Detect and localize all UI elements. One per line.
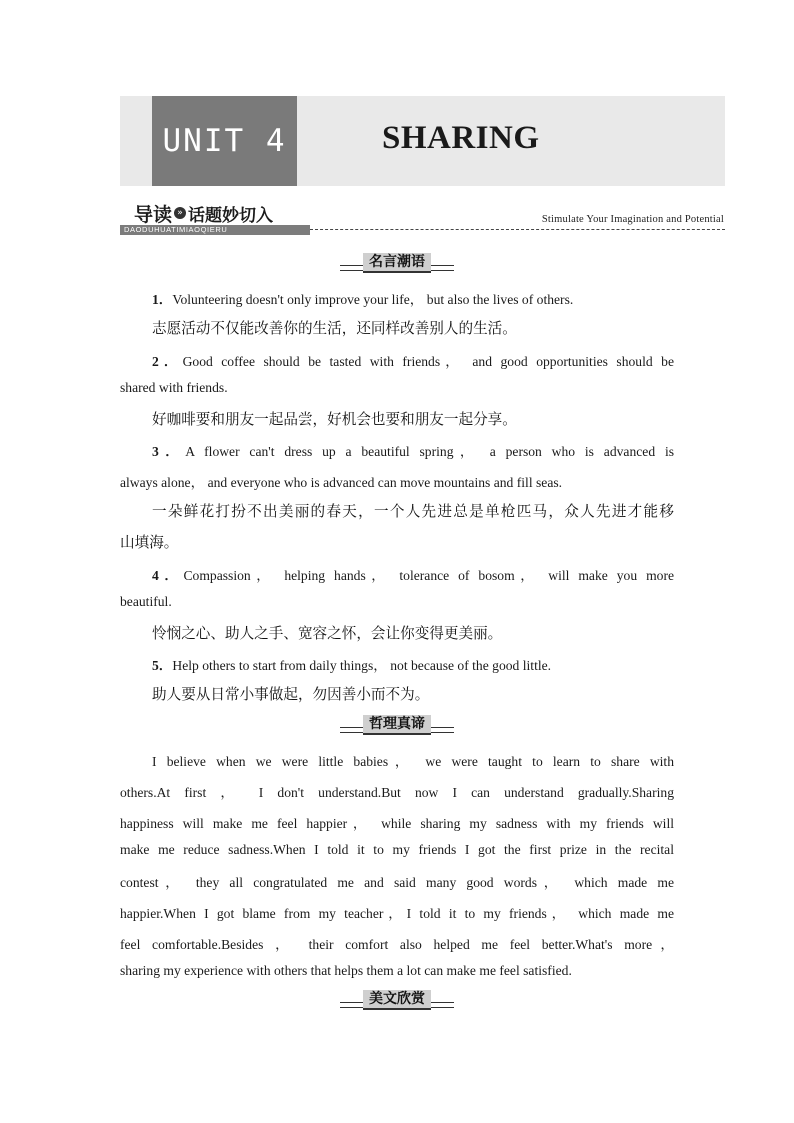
passage-line: feel comfortable.Besides ， their comfort also helped me feel better.What's more， <box>120 937 674 952</box>
quote-4-en: 4．Compassion， helping hands， tolerance of bosom， will make you more <box>152 568 674 583</box>
passage-line: happier.When I got blame from my teacher，I told it to my friends， which made me <box>120 906 674 921</box>
quote-3-en-cont: always alone， and everyone who is advanced can move mountains and fill seas. <box>120 475 563 490</box>
passage-line: sharing my experience with others that helps them a lot can make me feel satisfied. <box>120 963 572 978</box>
passage-line: contest， they all congratulated me and said many good words， which made me <box>120 875 674 890</box>
quotes-heading-label: 名言潮语 <box>363 253 431 273</box>
quote-3-cn-cont: 山填海。 <box>120 534 179 551</box>
appreciation-heading <box>340 990 454 1010</box>
arrow-icon: » <box>174 207 186 219</box>
quote-2-cn: 好咖啡要和朋友一起品尝，好机会也要和朋友一起分享。 <box>152 411 517 428</box>
appreciation-heading-label: 美文欣赏 <box>363 990 431 1010</box>
section-ribbon <box>120 200 310 234</box>
passage-line: make me reduce sadness.When I told it to my friends I got the first prize in the recital <box>120 842 674 857</box>
quote-4-cn: 怜悯之心、助人之手、宽容之怀，会让你变得更美丽。 <box>152 625 503 642</box>
ribbon-title-b: 话题妙切入 <box>188 205 274 226</box>
quote-5-cn: 助人要从日常小事做起，勿因善小而不为。 <box>152 686 430 703</box>
quote-3-cn: 一朵鲜花打扮不出美丽的春天，一个人先进总是单枪匹马，众人先进才能移 <box>152 503 674 520</box>
unit-label-box <box>152 96 297 186</box>
philosophy-heading-label: 哲理真谛 <box>363 715 431 735</box>
quote-4-en-cont: beautiful. <box>120 594 172 609</box>
quotes-heading <box>340 253 454 273</box>
ribbon-pinyin: DAODUHUATIMIAOQIERU <box>120 225 310 235</box>
passage-line: I believe when we were little babies， we were taught to learn to share with <box>152 754 674 769</box>
unit-title: SHARING <box>382 120 540 156</box>
ribbon-title-a: 导读 <box>134 203 173 226</box>
quote-1-en: 1．Volunteering doesn't only improve your life， but also the lives of others. <box>152 292 574 307</box>
passage-line: others.At first ， I don't understand.But now I can understand gradually.Sharing <box>120 785 674 800</box>
quote-2-en: 2．Good coffee should be tasted with friends， and good opportunities should be <box>152 354 674 369</box>
quote-1-cn: 志愿活动不仅能改善你的生活，还同样改善别人的生活。 <box>152 320 517 337</box>
unit-label: UNIT 4 <box>162 123 287 159</box>
quote-5-en: 5．Help others to start from daily things， not because of the good little. <box>152 658 552 673</box>
philosophy-heading <box>340 715 454 735</box>
ribbon-subtitle: Stimulate Your Imagination and Potential <box>541 214 724 225</box>
passage-line: happiness will make me feel happier， while sharing my sadness with my friends will <box>120 816 674 831</box>
quote-3-en: 3．A flower can't dress up a beautiful spring， a person who is advanced is <box>152 444 675 459</box>
dashed-divider <box>310 229 725 230</box>
quote-2-en-cont: shared with friends. <box>120 380 228 395</box>
